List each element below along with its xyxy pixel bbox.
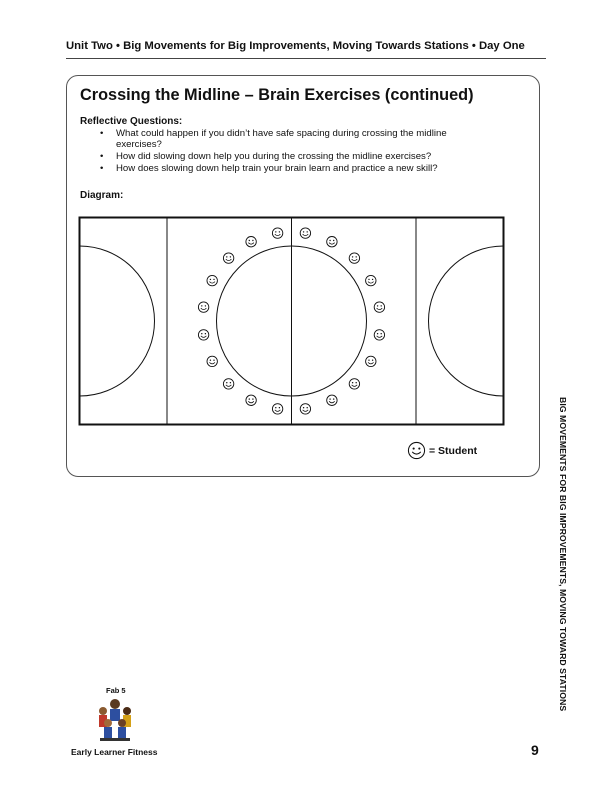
program-name: Early Learner Fitness — [71, 747, 158, 757]
student-smiley-icon — [272, 404, 282, 414]
student-smiley-icon — [272, 228, 282, 238]
student-smiley-icon — [223, 379, 233, 389]
page-header: Unit Two • Big Movements for Big Improvements, Moving Towards Stations • Day One — [66, 40, 525, 52]
left-arc — [80, 246, 155, 396]
court-diagram — [78, 216, 505, 430]
diagram-heading: Diagram: — [80, 190, 124, 201]
student-smiley-icon — [223, 253, 233, 263]
bullet-2: • — [100, 151, 104, 162]
student-smiley-icon — [300, 404, 310, 414]
student-smiley-icon — [327, 237, 337, 247]
question-1-line1: What could happen if you didn’t have safe spacing during crossing the midline — [116, 128, 447, 139]
right-arc — [429, 246, 504, 396]
student-smiley-icon — [349, 253, 359, 263]
student-smiley-icon — [374, 330, 384, 340]
student-smiley-icon — [349, 379, 359, 389]
question-1-line2: exercises? — [116, 139, 162, 150]
student-smiley-icon — [374, 302, 384, 312]
side-label: BIG MOVEMENTS FOR BIG IMPROVEMENTS, MOVING TOWARD STATIONS — [558, 397, 568, 712]
student-smiley-icon — [198, 302, 208, 312]
student-smiley-icon — [327, 395, 337, 405]
student-smiley-icon — [246, 395, 256, 405]
legend-label: = Student — [429, 444, 478, 457]
student-smiley-icon — [246, 237, 256, 247]
legend — [407, 441, 477, 460]
page-number: 9 — [531, 742, 539, 758]
student-smiley-icon — [198, 330, 208, 340]
bullet-3: • — [100, 163, 104, 174]
student-smiley-icon — [366, 356, 376, 366]
student-smiley-icon — [207, 275, 217, 285]
header-divider — [66, 58, 546, 59]
smiley-face-icon — [407, 441, 426, 460]
fab-5-kids-logo — [96, 696, 134, 742]
question-3: How does slowing down help train your brain learn and practice a new skill? — [116, 163, 438, 174]
fab-label: Fab 5 — [106, 686, 126, 695]
question-2: How did slowing down help you during the crossing the midline exercises? — [116, 151, 432, 162]
student-smiley-icon — [366, 275, 376, 285]
bullet-1: • — [100, 128, 104, 139]
student-smiley-icon — [207, 356, 217, 366]
reflective-questions-heading: Reflective Questions: — [80, 116, 183, 127]
student-smiley-icon — [300, 228, 310, 238]
section-title: Crossing the Midline – Brain Exercises (continued) — [80, 86, 474, 104]
